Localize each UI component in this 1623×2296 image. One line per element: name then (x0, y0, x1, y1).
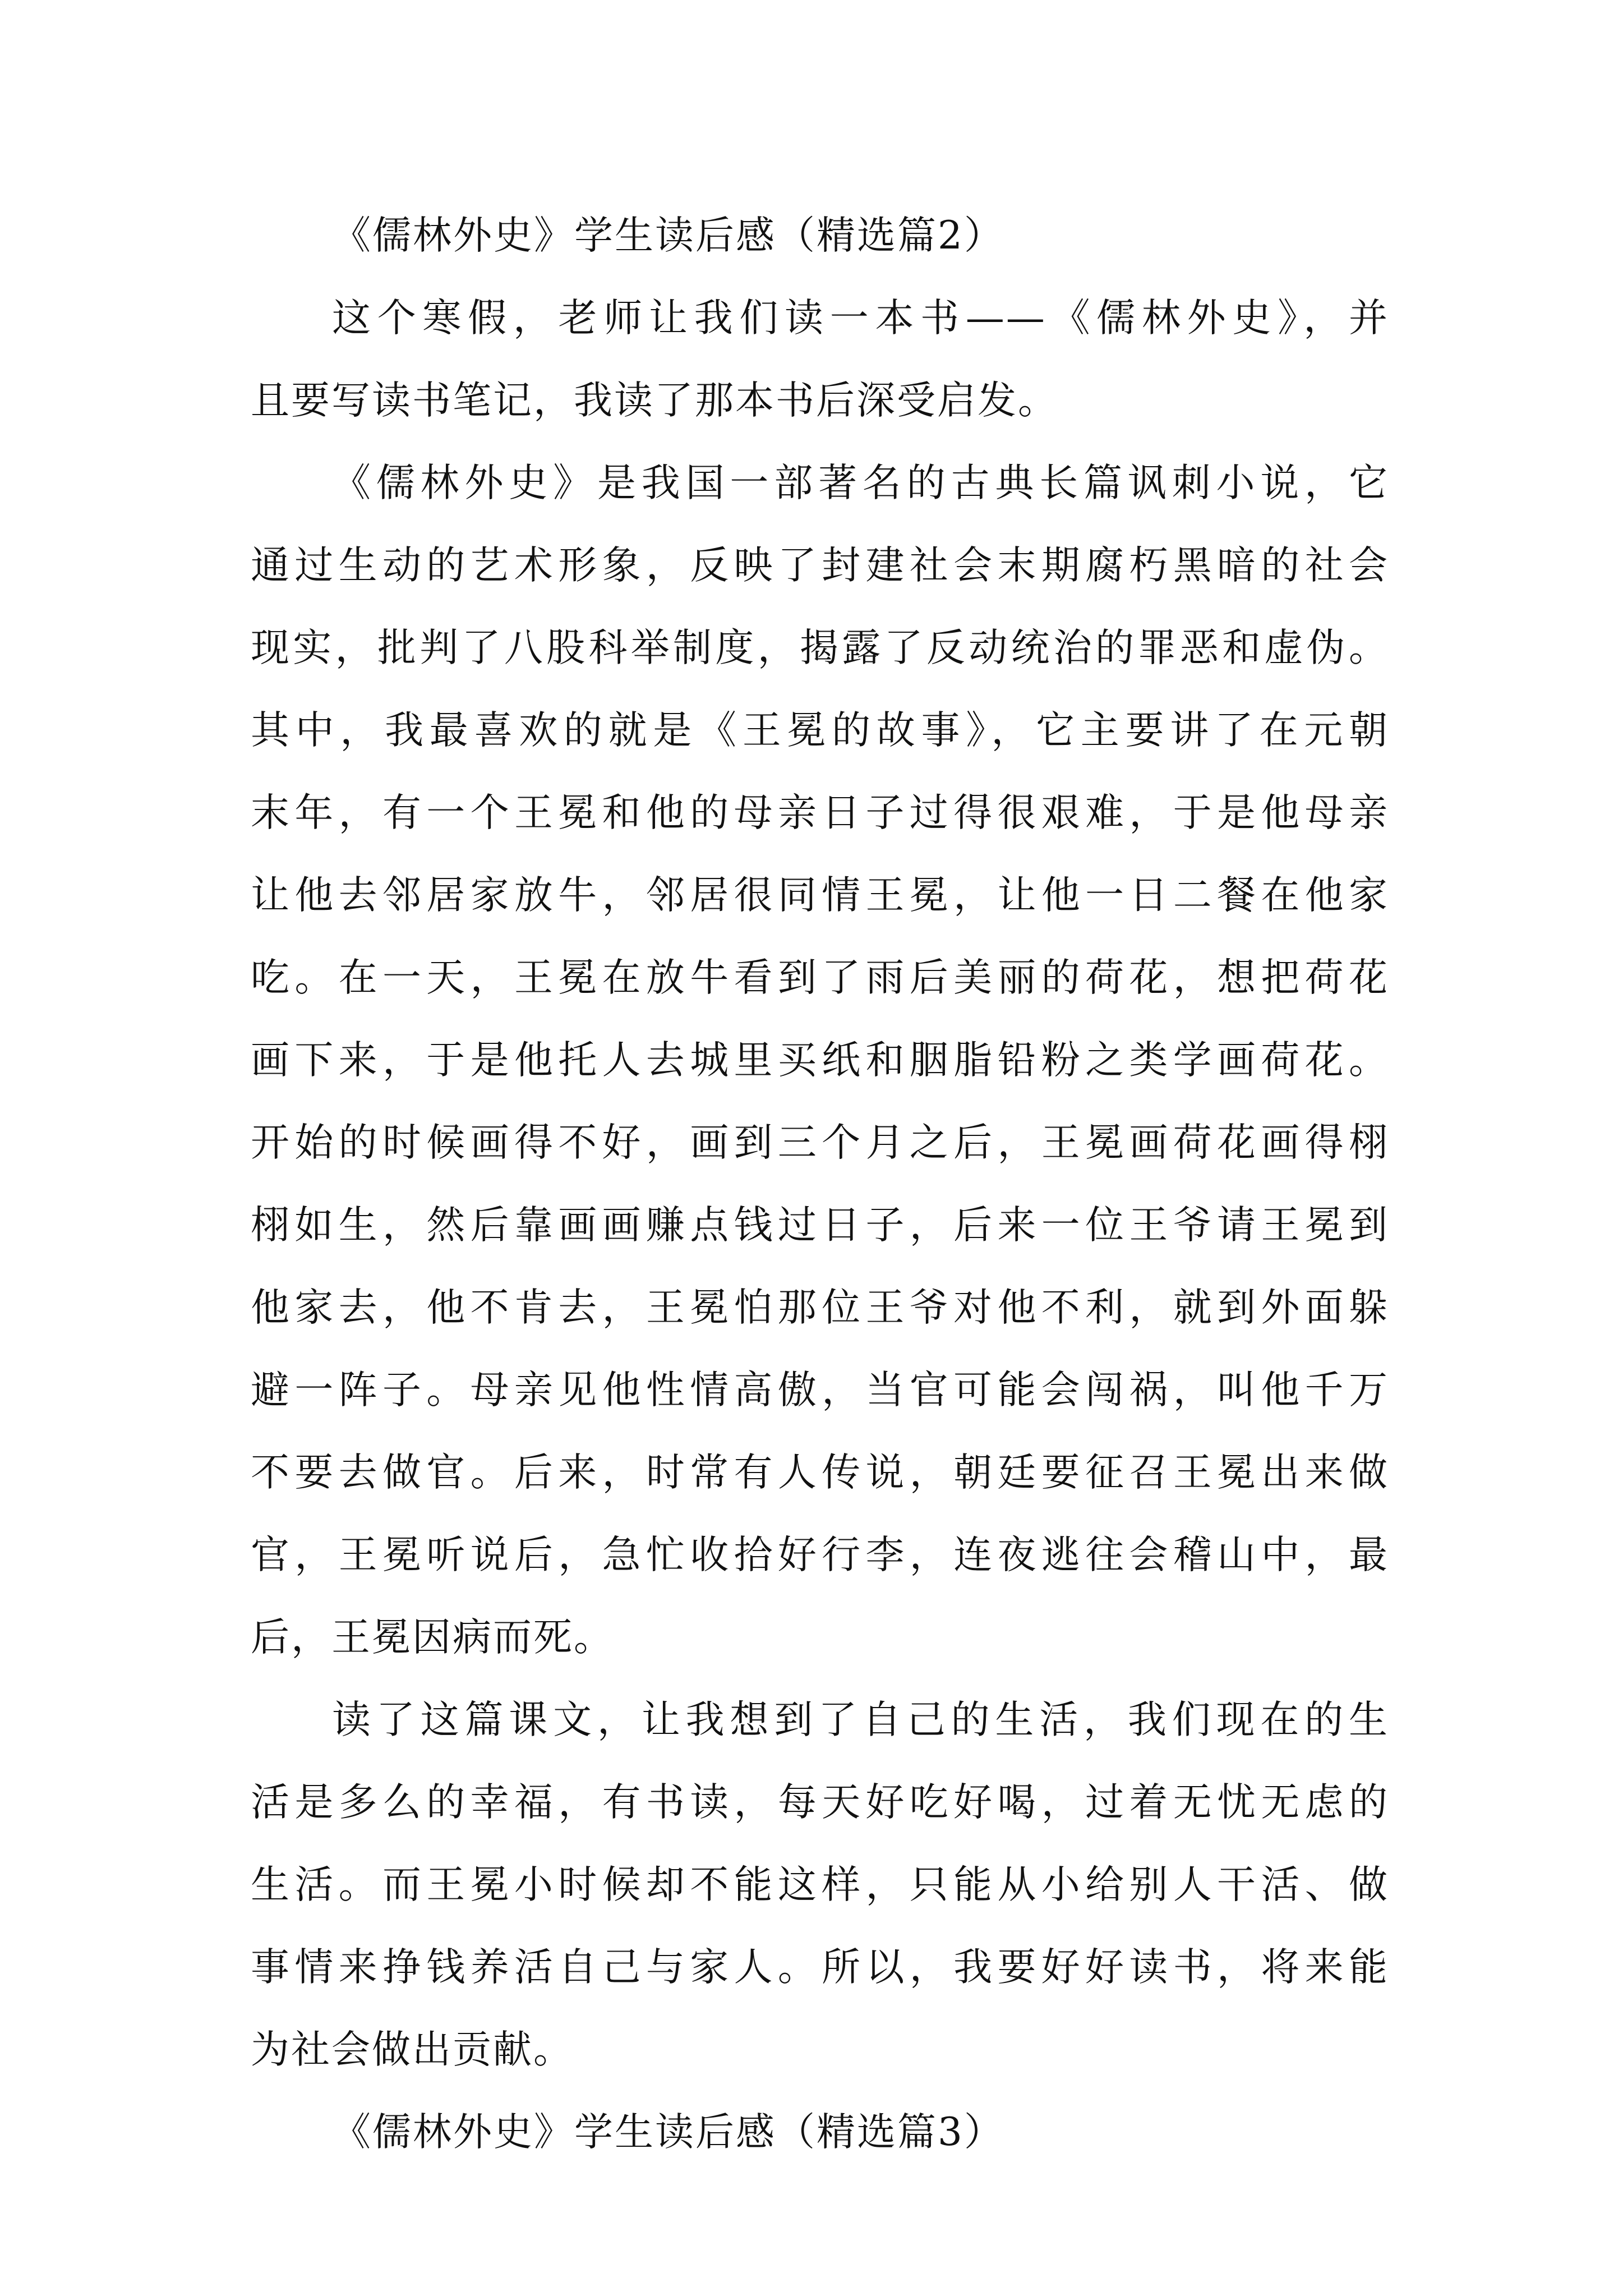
document-body (251, 195, 1389, 2174)
paragraph-line: 吃。在一天，王冕在放牛看到了雨后美丽的荷花，想把荷花 (251, 955, 1389, 1000)
paragraph-line: 他家去，他不肯去，王冕怕那位王爷对他不利，就到外面躲 (251, 1285, 1389, 1330)
section-heading-2: 《儒林外史》学生读后感（精选篇2） (332, 213, 1004, 258)
paragraph-line: 活是多么的幸福，有书读，每天好吃好喝，过着无忧无虑的 (251, 1780, 1389, 1825)
paragraph-line: 后，王冕因病而死。 (251, 1615, 614, 1660)
paragraph-line: 现实，批判了八股科举制度，揭露了反动统治的罪恶和虚伪。 (251, 625, 1389, 670)
paragraph-line: 且要写读书笔记，我读了那本书后深受启发。 (251, 378, 1058, 423)
paragraph-line: 读了这篇课文，让我想到了自己的生活，我们现在的生 (332, 1697, 1389, 1742)
paragraph-line: 避一阵子。母亲见他性情高傲，当官可能会闯祸，叫他千万 (251, 1368, 1389, 1412)
paragraph-line: 事情来挣钱养活自己与家人。所以，我要好好读书，将来能 (251, 1945, 1389, 1990)
paragraph-line: 不要去做官。后来，时常有人传说，朝廷要征召王冕出来做 (251, 1450, 1389, 1495)
paragraph-line: 为社会做出贡献。 (251, 2027, 574, 2072)
paragraph-line: 开始的时候画得不好，画到三个月之后，王冕画荷花画得栩 (251, 1120, 1389, 1165)
paragraph-line: 末年，有一个王冕和他的母亲日子过得很艰难，于是他母亲 (251, 790, 1389, 835)
paragraph-line: 通过生动的艺术形象，反映了封建社会末期腐朽黑暗的社会 (251, 543, 1389, 588)
paragraph-line: 让他去邻居家放牛，邻居很同情王冕，让他一日二餐在他家 (251, 873, 1389, 918)
paragraph-line: 画下来，于是他托人去城里买纸和胭脂铅粉之类学画荷花。 (251, 1038, 1389, 1083)
paragraph-line: 这个寒假，老师让我们读一本书——《儒林外史》，并 (332, 296, 1389, 341)
paragraph-line: 官，王冕听说后，急忙收拾好行李，连夜逃往会稽山中，最 (251, 1533, 1389, 1577)
paragraph-line: 生活。而王冕小时候却不能这样，只能从小给别人干活、做 (251, 1862, 1389, 1907)
paragraph-line: 其中，我最喜欢的就是《王冕的故事》，它主要讲了在元朝 (251, 708, 1389, 753)
paragraph-line: 《儒林外史》是我国一部著名的古典长篇讽刺小说，它 (332, 461, 1389, 505)
section-heading-3: 《儒林外史》学生读后感（精选篇3） (332, 2110, 1004, 2155)
paragraph-line: 栩如生，然后靠画画赚点钱过日子，后来一位王爷请王冕到 (251, 1203, 1389, 1248)
